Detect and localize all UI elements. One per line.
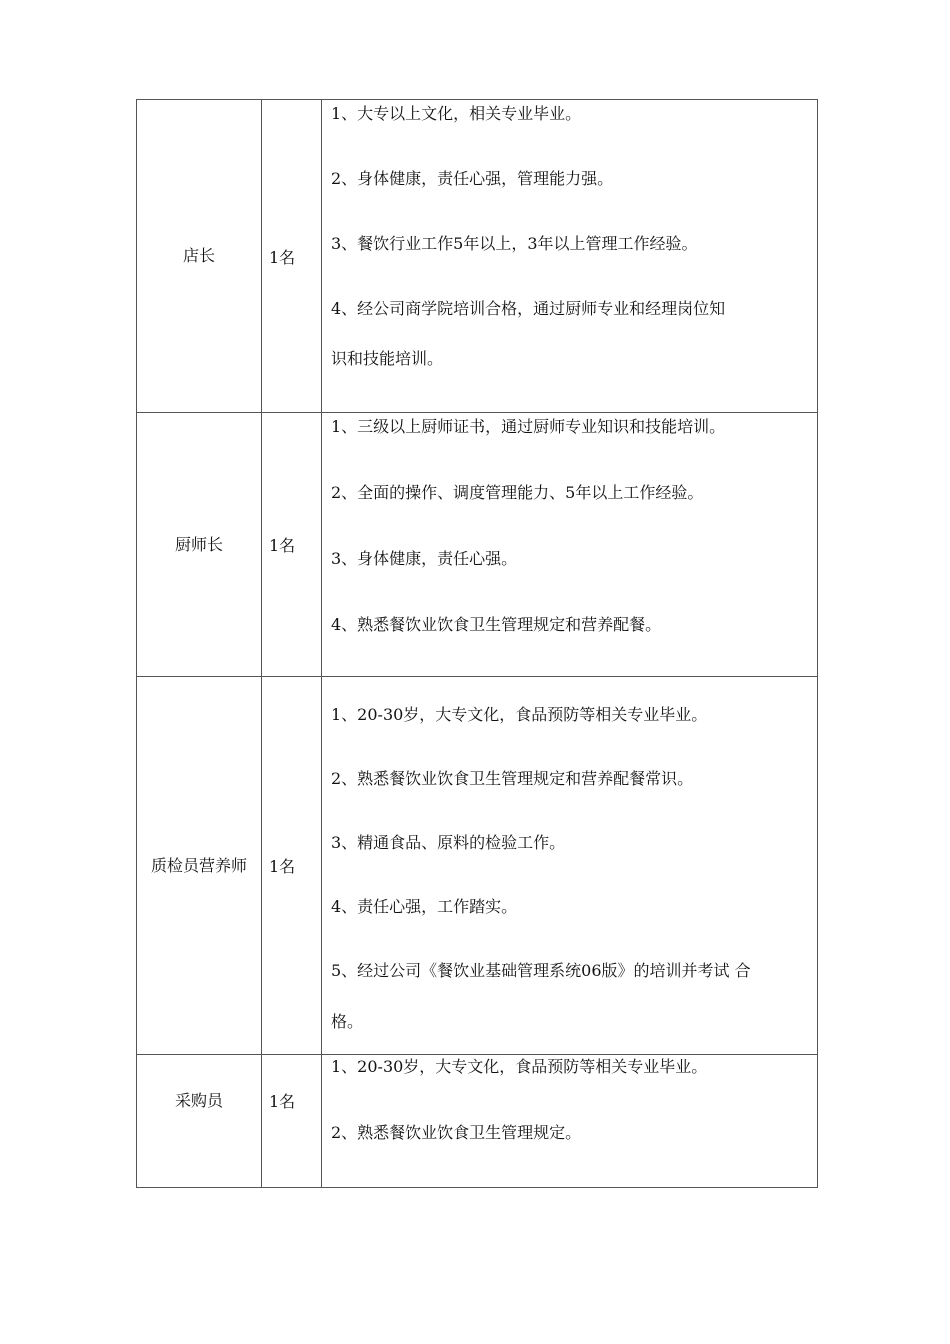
requirement-line: 4、熟悉餐饮业饮食卫生管理规定和营养配餐。 (331, 615, 662, 634)
requirements-cell (322, 413, 818, 677)
requirement-line: 1、大专以上文化，相关专业毕业。 (331, 104, 582, 123)
requirement-line: 1、20-30岁，大专文化，食品预防等相关专业毕业。 (331, 1057, 708, 1076)
requirements-cell (322, 1055, 818, 1188)
requirements-cell (322, 677, 818, 1055)
position-title: 厨师长 (174, 534, 223, 554)
requirement-line: 3、身体健康，责任心强。 (331, 549, 518, 568)
position-title-cell (137, 1055, 262, 1188)
requirement-line: 4、责任心强，工作踏实。 (331, 897, 518, 916)
position-title: 采购员 (174, 1091, 223, 1110)
position-title-cell (137, 100, 262, 413)
position-title: 店长 (182, 246, 215, 265)
headcount: 1名 (269, 857, 296, 876)
headcount-cell (262, 1055, 322, 1188)
requirements-cell (322, 100, 818, 413)
table-row (137, 677, 818, 1055)
requirement-line: 1、三级以上厨师证书，通过厨师专业知识和技能培训。 (331, 417, 726, 436)
requirement-line: 格。 (331, 1012, 364, 1031)
headcount-cell (262, 677, 322, 1055)
headcount: 1名 (269, 536, 296, 555)
position-title: 质检员营养师 (150, 855, 247, 875)
headcount: 1名 (269, 1092, 296, 1111)
requirement-line: 3、餐饮行业工作5年以上，3年以上管理工作经验。 (331, 234, 698, 253)
headcount-cell (262, 100, 322, 413)
headcount: 1名 (269, 247, 296, 267)
requirement-line: 2、身体健康，责任心强，管理能力强。 (331, 169, 614, 188)
requirement-line: 2、全面的操作、调度管理能力、5年以上工作经验。 (331, 483, 704, 502)
table-row (137, 1055, 818, 1188)
table-row (137, 100, 818, 413)
position-title-cell (137, 677, 262, 1055)
table-row (137, 413, 818, 677)
requirement-line: 2、熟悉餐饮业饮食卫生管理规定和营养配餐常识。 (331, 769, 694, 788)
requirement-line: 2、熟悉餐饮业饮食卫生管理规定。 (331, 1123, 582, 1142)
requirement-line: 5、经过公司《餐饮业基础管理系统06版》的培训并考试 合 (331, 961, 751, 980)
requirement-line: 3、精通食品、原料的检验工作。 (331, 833, 566, 852)
requirement-line: 1、20-30岁，大专文化，食品预防等相关专业毕业。 (331, 705, 708, 724)
job-requirements-table (136, 99, 818, 1188)
requirement-line: 4、经公司商学院培训合格，通过厨师专业和经理岗位知 (331, 299, 726, 318)
requirement-line: 识和技能培训。 (331, 349, 444, 368)
position-title-cell (137, 413, 262, 677)
headcount-cell (262, 413, 322, 677)
